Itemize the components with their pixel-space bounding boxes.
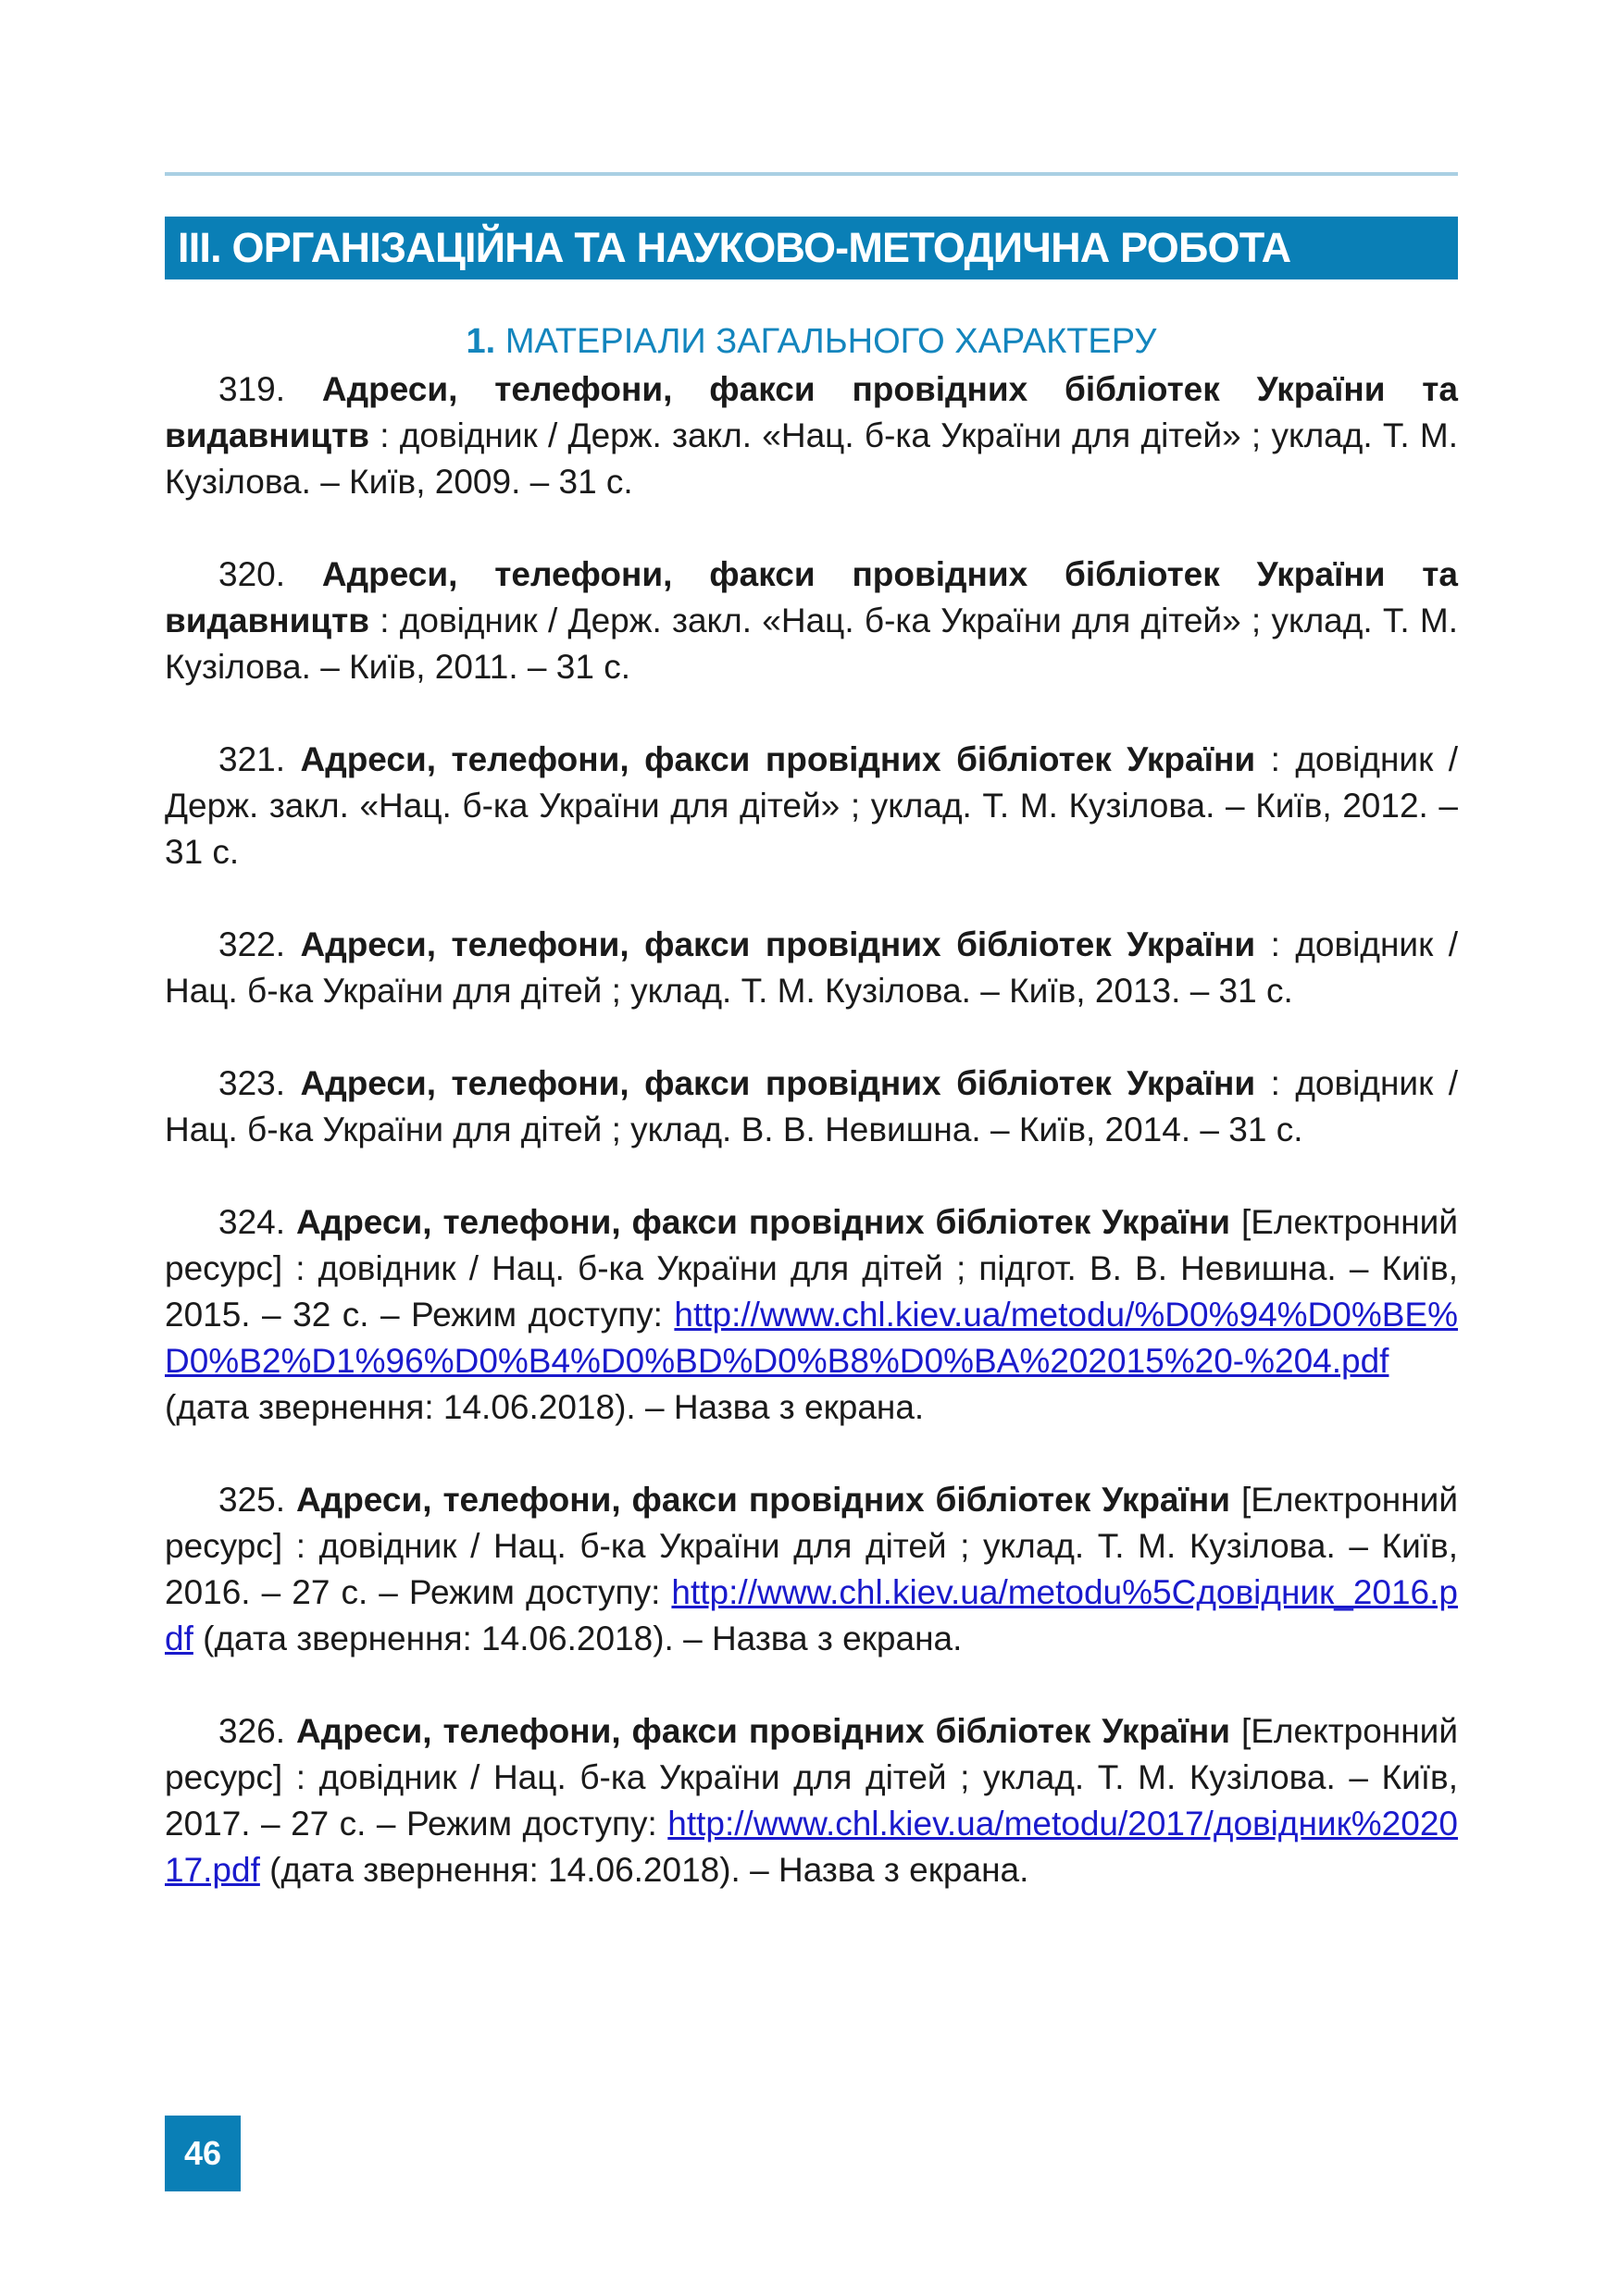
top-rule: [165, 172, 1458, 176]
entry-number: 326.: [218, 1712, 286, 1750]
entry-number: 325.: [218, 1481, 286, 1519]
entry-description: [Електронний ресурс] : довідник / Нац. б-ка України для дітей ; підгот. В. В. Невишна. – Київ, 2015. – 32 с. – Режим доступу:: [165, 1203, 1459, 1334]
entry-title: Адреси, телефони, факси провідних бібліотек України: [300, 925, 1256, 963]
entry-title: Адреси, телефони, факси провідних бібліотек України та видавництв: [165, 555, 1459, 639]
bibliography-entry: [165, 552, 1458, 690]
entry-title: Адреси, телефони, факси провідних бібліотек України: [300, 1064, 1256, 1102]
bibliography-entry: [165, 1708, 1458, 1893]
entry-description: [Електронний ресурс] : довідник / Нац. б-ка України для дітей ; уклад. Т. М. Кузілова. – Київ, 2017. – 27 с. – Режим доступу:: [165, 1712, 1459, 1843]
entry-description: : довідник / Нац. б-ка України для дітей ; уклад. В. В. Невишна. – Київ, 2014. – 31 с.: [165, 1064, 1459, 1148]
entry-number: 324.: [218, 1203, 286, 1241]
entry-description: : довідник / Держ. закл. «Нац. б-ка України для дітей» ; уклад. Т. М. Кузілова. – Київ, 2012. – 31 с.: [165, 740, 1459, 871]
section-title: III. ОРГАНІЗАЦІЙНА ТА НАУКОВО-МЕТОДИЧНА РОБОТА: [165, 217, 1458, 279]
entry-link[interactable]: http://www.chl.kiev.ua/metodu/%D0%94%D0%BE%D0%B2%D1%96%D0%B4%D0%BD%D0%B8%D0%BA%202015%20-%204.pdf: [165, 1296, 1458, 1380]
entry-link[interactable]: http://www.chl.kiev.ua/metodu/2017/довідник%202017.pdf: [165, 1805, 1458, 1889]
entry-title: Адреси, телефони, факси провідних бібліотек України та видавництв: [165, 370, 1459, 454]
entry-number: 321.: [218, 740, 286, 778]
entry-title: Адреси, телефони, факси провідних бібліотек України: [300, 740, 1256, 778]
subsection-title: МАТЕРІАЛИ ЗАГАЛЬНОГО ХАРАКТЕРУ: [504, 322, 1157, 361]
bibliography-entry: [165, 1477, 1458, 1662]
entry-description: : довідник / Держ. закл. «Нац. б-ка України для дітей» ; уклад. Т. М. Кузілова. – Київ, 2009. – 31 с.: [165, 416, 1458, 501]
entry-number: 322.: [218, 925, 286, 963]
entry-access-date: (дата звернення: 14.06.2018). – Назва з екрана.: [193, 1620, 963, 1657]
entry-number: 319.: [218, 370, 286, 408]
subsection-number: 1.: [466, 322, 496, 361]
entry-access-date: (дата звернення: 14.06.2018). – Назва з екрана.: [165, 1388, 925, 1426]
bibliography-entry: [165, 366, 1458, 505]
entry-title: Адреси, телефони, факси провідних бібліотек України: [295, 1481, 1231, 1519]
page-number: 46: [165, 2116, 241, 2191]
entry-title: Адреси, телефони, факси провідних бібліотек України: [295, 1203, 1231, 1241]
entry-access-date: (дата звернення: 14.06.2018). – Назва з екрана.: [259, 1851, 1029, 1889]
bibliography-entry: [165, 922, 1458, 1014]
entry-description: : довідник / Держ. закл. «Нац. б-ка України для дітей» ; уклад. Т. М. Кузілова. – Київ, 2011. – 31 с.: [165, 602, 1458, 686]
entry-number: 320.: [218, 555, 286, 593]
entry-title: Адреси, телефони, факси провідних бібліотек України: [295, 1712, 1231, 1750]
entry-description: [Електронний ресурс] : довідник / Нац. б-ка України для дітей ; уклад. Т. М. Кузілова. – Київ, 2016. – 27 с. – Режим доступу:: [165, 1481, 1459, 1611]
bibliography-entry: [165, 1061, 1458, 1153]
entry-description: : довідник / Нац. б-ка України для дітей ; уклад. Т. М. Кузілова. – Київ, 2013. – 31 с.: [165, 925, 1459, 1010]
bibliography-list: [165, 366, 1458, 1893]
bibliography-entry: [165, 1199, 1458, 1431]
entry-link[interactable]: http://www.chl.kiev.ua/metodu%5Cдовідник_2016.pdf: [165, 1573, 1458, 1657]
bibliography-entry: [165, 737, 1458, 875]
subsection-heading: [165, 318, 1458, 365]
entry-number: 323.: [218, 1064, 286, 1102]
